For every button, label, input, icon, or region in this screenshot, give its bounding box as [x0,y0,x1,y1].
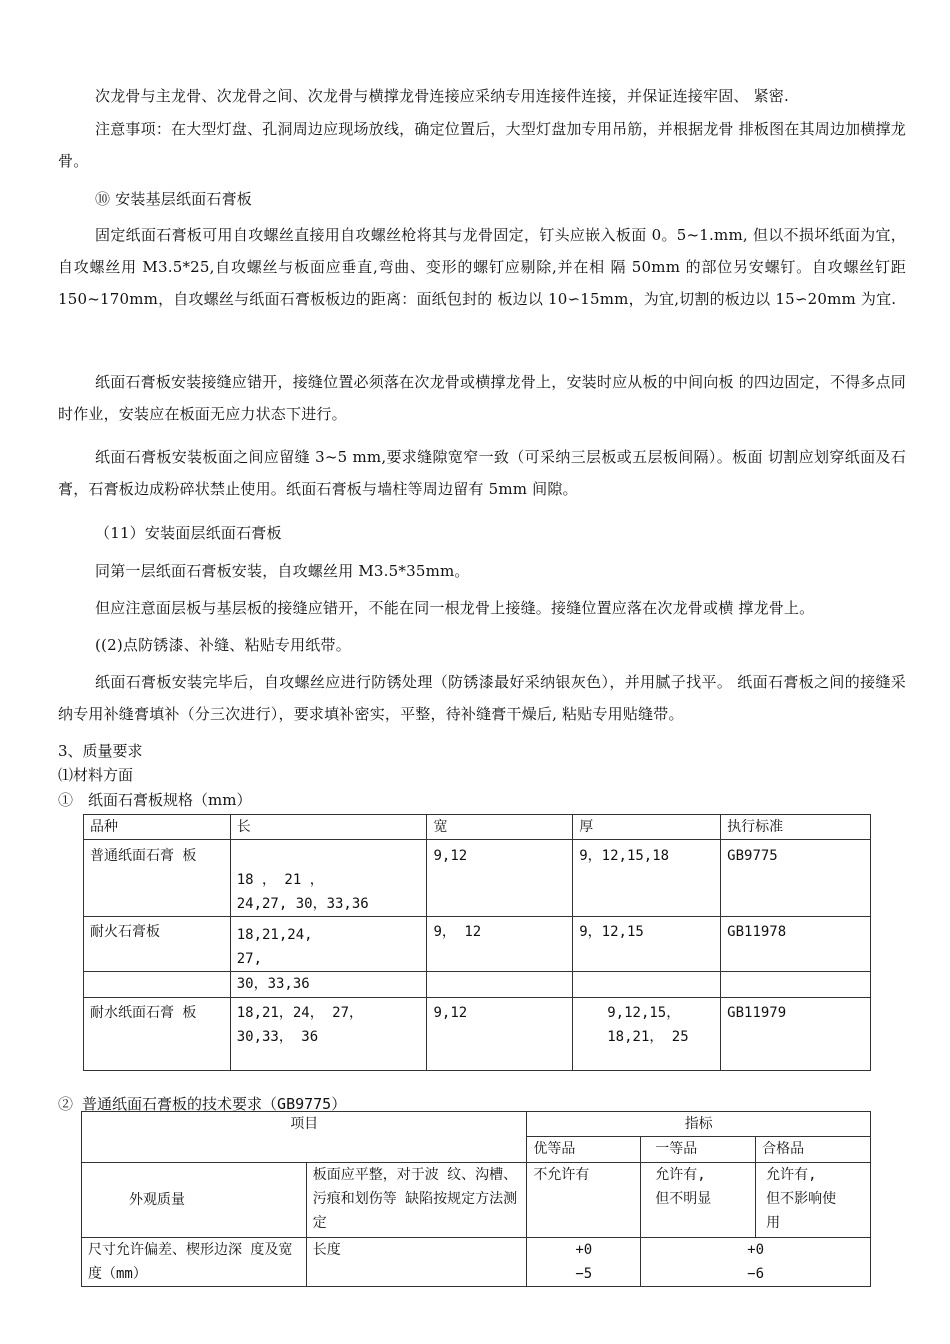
cell-length [230,917,427,972]
cell-line: +0 [575,1242,593,1258]
cell-appearance-first [641,1163,756,1238]
cell-kind [84,972,231,998]
cell-length-line: 18 ， 21 ， [236,872,324,888]
paragraph-4: 纸面石膏板安装接缝应错开，接缝位置必须落在次龙骨或横撑龙骨上，安装时应从板的中间向板 的四边固定，不得多点同时作业，安装应在板面无应力状态下进行。 [58,373,906,423]
table-row [84,840,871,917]
header-thickness: 厚 [573,815,721,840]
cell-appearance-premium: 不允许有 [527,1163,641,1238]
header-grade-first: 一等品 [641,1137,756,1163]
header-width: 宽 [427,815,573,840]
cell-line: 但不明显 [655,1191,712,1207]
cell-length-line: 27, [236,951,263,967]
cell-line: 允许有, [766,1167,817,1183]
cell-line: +0 [747,1242,765,1258]
paragraph-1: 次龙骨与主龙骨、次龙骨之间、次龙骨与横撑龙骨连接应采纳专用连接件连接，并保证连接牢固、 紧密. [95,87,789,105]
cell-length [230,998,427,1071]
cell-thickness: 9，12,15 [573,917,721,972]
quality-heading: 3、质量要求 [58,742,143,760]
cell-line: 用 [766,1215,781,1231]
cell-appearance-desc: 板面应平整，对于波 纹、沟槽、污痕和划伤等 缺陷按规定方法测定 [306,1163,527,1238]
cell-tolerance-other [641,1238,871,1287]
spec-table [83,814,871,1071]
cell-length [230,840,427,917]
cell-length-line: 24,27, 30，33,36 [236,896,369,912]
cell-width: 9,12 [427,840,573,917]
cell-standard: GB9775 [721,840,871,917]
cell-standard [721,972,871,998]
header-index: 指标 [527,1112,871,1137]
cell-line: 允许有, [655,1167,706,1183]
cell-tolerance-sub: 长度 [306,1238,527,1287]
cell-tolerance-premium [527,1238,641,1287]
cell-kind: 耐水纸面石膏 板 [84,998,231,1071]
paragraph-5: 纸面石膏板安装板面之间应留缝 3~5 mm,要求缝隙宽窄一致（可采纳三层板或五层板间隔）。板面 切割应划穿纸面及石膏，石膏板边成粉碎状禁止使用。纸面石膏板与墙柱等周边留有 5mm 间隙。 [58,448,906,498]
cell-appearance-qualified [756,1163,871,1238]
cell-thickness [573,998,721,1071]
paragraph-7: 但应注意面层板与基层板的接缝应错开，不能在同一根龙骨上接缝。接缝位置应落在次龙骨或横 撑龙骨上。 [95,599,815,617]
table-row [84,998,871,1071]
cell-tolerance-label: 尺寸允许偏差、楔形边深 度及宽度（mm） [82,1238,307,1287]
table-header-row [84,815,871,840]
header-kind: 品种 [84,815,231,840]
cell-length-line: 18,21,24, [236,927,313,943]
cell-thickness-line: 18,21， 25 [607,1029,689,1045]
header-grade-qualified: 合格品 [756,1137,871,1163]
cell-thickness: 9，12,15,18 [573,840,721,917]
spec-table-title: ① 纸面石膏板规格（mm） [58,791,252,809]
paragraph-8: 纸面石膏板安装完毕后，自攻螺丝应进行防锈处理（防锈漆最好采纳银灰色），并用腻子找平。 纸面石膏板之间的接缝采纳专用补缝膏填补（分三次进行），要求填补密实，平整，待补缝膏干燥后, 粘贴专用贴缝带。 [58,673,906,723]
header-item: 项目 [82,1112,527,1163]
tech-table-title: ② 普通纸面石膏板的技术要求（GB9775） [58,1095,347,1113]
table-header-row [82,1112,871,1137]
section-heading-12: ((2)点防锈漆、补缝、粘贴专用纸带。 [95,636,351,654]
cell-line: −5 [575,1266,593,1282]
cell-width: 9,12 [427,998,573,1071]
cell-width [427,972,573,998]
table-row [84,972,871,998]
cell-kind: 普通纸面石膏 板 [84,840,231,917]
section-heading-11: （11）安装面层纸面石膏板 [95,524,282,542]
section-heading-10: ⑩ 安装基层纸面石膏板 [95,190,252,208]
cell-appearance-label: 外观质量 [82,1163,307,1238]
cell-thickness [573,972,721,998]
cell-standard: GB11978 [721,917,871,972]
cell-line: −6 [747,1266,765,1282]
cell-length-line: 18,21，24， 27， [236,1005,364,1021]
cell-length: 30，33,36 [230,972,427,998]
cell-line: 但不影响使 [766,1191,837,1207]
table-row [84,917,871,972]
header-standard: 执行标准 [721,815,871,840]
table-row [82,1163,871,1238]
cell-length-line: 30,33， 36 [236,1029,319,1045]
table-row [82,1238,871,1287]
paragraph-2: 注意事项：在大型灯盘、孔洞周边应现场放线，确定位置后，大型灯盘加专用吊筋，并根据龙骨 排板图在其周边加横撑龙骨。 [58,120,906,170]
cell-width: 9， 12 [427,917,573,972]
cell-standard: GB11979 [721,998,871,1071]
header-grade-premium: 优等品 [527,1137,641,1163]
paragraph-3: 固定纸面石膏板可用自攻螺丝直接用自攻螺丝枪将其与龙骨固定，钉头应嵌入板面 0。5~1.mm, 但以不损坏纸面为宜，自攻螺丝用 M3.5*25,自攻螺丝与板面应垂直,弯曲、变形的螺钉应剔除,并在相 隔 50mm 的部位另安螺钉。自攻螺丝钉距 150~170mm，自攻螺丝与纸面石膏板板边的距离：面纸包封的 板边以 10∽15mm，为宜,切割的板边以 15∽20mm 为宜. [58,226,906,308]
materials-heading: ⑴材料方面 [58,766,134,784]
tech-table [81,1111,871,1287]
cell-kind: 耐火石膏板 [84,917,231,972]
cell-thickness-line: 9,12,15， [607,1005,681,1021]
paragraph-6: 同第一层纸面石膏板安装，自攻螺丝用 M3.5*35mm。 [95,562,470,580]
header-length: 长 [230,815,427,840]
